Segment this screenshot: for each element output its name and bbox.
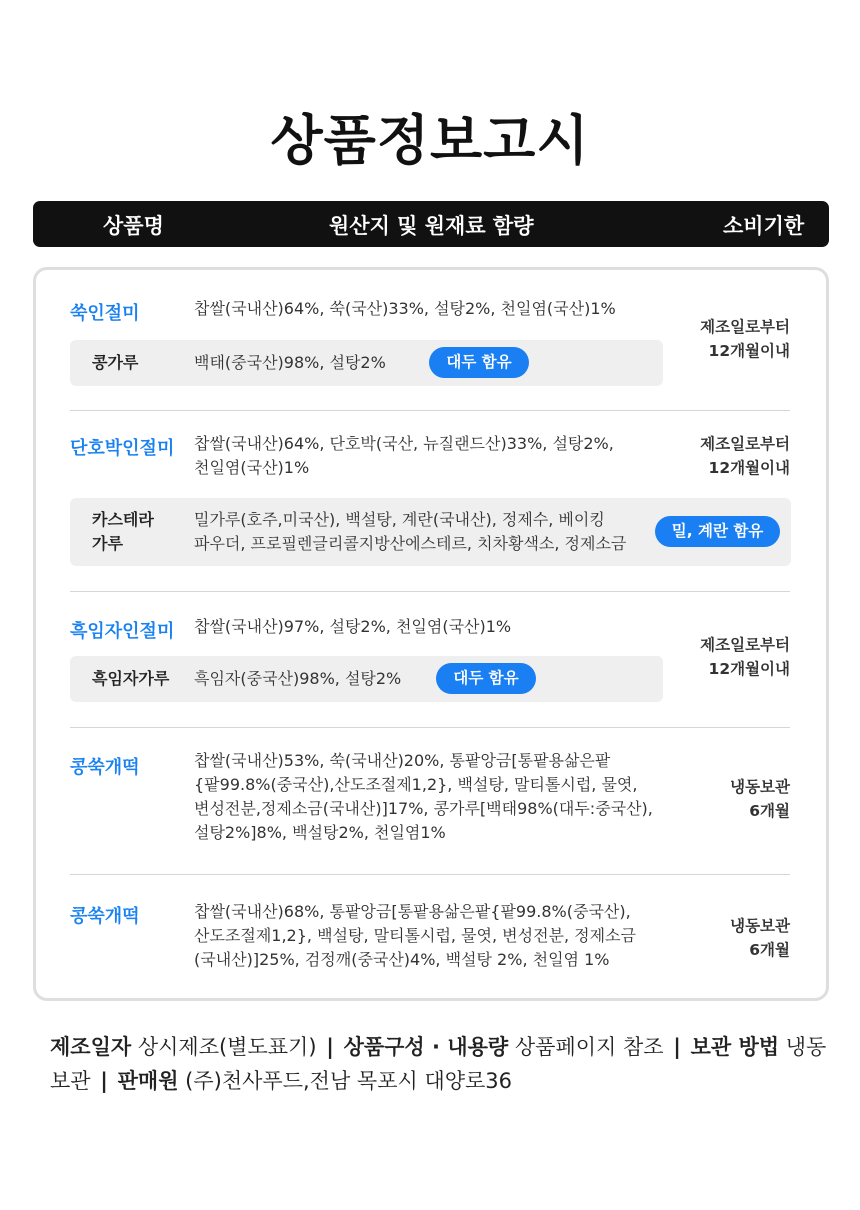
sub-ingredient-box xyxy=(70,656,663,702)
sub-ingredient-box xyxy=(70,340,663,386)
divider xyxy=(70,874,790,875)
storage-value: 냉동보관 xyxy=(50,1035,827,1093)
sub-ingredient-name xyxy=(92,508,154,556)
separator: | xyxy=(100,1069,108,1093)
mfg-label: 제조일자 xyxy=(50,1035,132,1059)
composition-value: 상품페이지 참조 xyxy=(514,1035,664,1059)
header-product-name: 상품명 xyxy=(103,214,164,238)
product-expiry xyxy=(700,315,790,363)
divider xyxy=(70,727,790,728)
divider xyxy=(70,410,790,411)
footer-info xyxy=(50,1030,830,1098)
expiry-line: 6개월 xyxy=(749,941,790,959)
sub-ingredient-name: 흑임자가루 xyxy=(92,669,170,688)
ingredient-line: 산도조절제1,2}, 백설탕, 말티톨시럽, 물엿, 변성전분, 정제소금 xyxy=(194,926,636,945)
expiry-line: 제조일로부터 xyxy=(700,636,790,654)
product-row xyxy=(70,613,790,713)
expiry-line: 제조일로부터 xyxy=(700,435,790,453)
expiry-line: 냉동보관 xyxy=(730,778,790,796)
expiry-line: 6개월 xyxy=(749,802,790,820)
allergen-badge: 밀, 계란 함유 xyxy=(655,516,780,547)
sub-ingredient-box xyxy=(70,498,791,566)
sub-ingredient-text xyxy=(194,508,626,556)
expiry-line: 12개월이내 xyxy=(708,459,790,477)
product-ingredients: 찹쌀(국내산)97%, 설탕2%, 천일염(국산)1% xyxy=(194,617,512,636)
product-name: 콩쑥개떡 xyxy=(70,757,140,778)
product-row xyxy=(70,898,790,988)
expiry-line: 냉동보관 xyxy=(730,917,790,935)
product-ingredients: 찹쌀(국내산)64%, 쑥(국산)33%, 설탕2%, 천일염(국산)1% xyxy=(194,299,616,318)
product-row xyxy=(70,295,790,395)
sub-ingredient-text: 흑임자(중국산)98%, 설탕2% xyxy=(194,669,402,688)
expiry-line: 제조일로부터 xyxy=(700,318,790,336)
ingredient-line: 변성전분,정제소금(국내산)]17%, 콩가루[백태98%(대두:중국산), xyxy=(194,799,653,818)
ingredient-line: {팥99.8%(중국산),산도조절제1,2}, 백설탕, 말티톨시럽, 물엿, xyxy=(194,775,638,794)
product-name: 콩쑥개떡 xyxy=(70,906,140,927)
product-expiry xyxy=(730,775,790,823)
product-expiry xyxy=(700,633,790,681)
table-header xyxy=(33,201,829,247)
ingredient-line: 설탕2%]8%, 백설탕2%, 천일염1% xyxy=(194,823,446,842)
product-row xyxy=(70,430,790,570)
sub-ingredient-text: 백태(중국산)98%, 설탕2% xyxy=(194,353,386,372)
header-origin: 원산지 및 원재료 함량 xyxy=(329,214,534,238)
product-ingredients xyxy=(194,749,653,845)
expiry-line: 12개월이내 xyxy=(708,660,790,678)
ingredient-line: 천일염(국산)1% xyxy=(194,458,310,477)
allergen-badge: 대두 함유 xyxy=(436,663,536,694)
sub-ingredient-name: 콩가루 xyxy=(92,353,139,372)
product-ingredients xyxy=(194,432,614,480)
separator: | xyxy=(673,1035,681,1059)
mfg-value: 상시제조(별도표기) xyxy=(137,1035,317,1059)
seller-label: 판매원 xyxy=(117,1069,179,1093)
separator: | xyxy=(326,1035,334,1059)
allergen-badge: 대두 함유 xyxy=(429,347,529,378)
product-ingredients xyxy=(194,900,636,972)
page-title: 상품정보고시 xyxy=(270,109,590,172)
product-name: 쑥인절미 xyxy=(70,303,140,324)
product-expiry xyxy=(700,432,790,480)
storage-label: 보관 방법 xyxy=(690,1035,780,1059)
composition-label: 상품구성 · 내용량 xyxy=(343,1035,509,1059)
sub-text-line: 밀가루(호주,미국산), 백설탕, 계란(국내산), 정제수, 베이킹 xyxy=(194,510,605,529)
product-expiry xyxy=(730,914,790,962)
header-expiry: 소비기한 xyxy=(723,214,805,238)
divider xyxy=(70,591,790,592)
expiry-line: 12개월이내 xyxy=(708,342,790,360)
seller-value: (주)천사푸드,전남 목포시 대양로36 xyxy=(185,1069,513,1093)
ingredient-line: (국내산)]25%, 검정깨(중국산)4%, 백설탕 2%, 천일염 1% xyxy=(194,950,610,969)
product-name: 흑임자인절미 xyxy=(70,621,175,642)
ingredient-line: 찹쌀(국내산)64%, 단호박(국산, 뉴질랜드산)33%, 설탕2%, xyxy=(194,434,614,453)
ingredient-line: 찹쌀(국내산)68%, 통팥앙금[통팥용삶은팥{팥99.8%(중국산), xyxy=(194,902,631,921)
ingredient-line: 찹쌀(국내산)53%, 쑥(국내산)20%, 통팥앙금[통팥용삶은팥 xyxy=(194,751,611,770)
sub-name-line: 가루 xyxy=(92,534,123,553)
sub-name-line: 카스테라 xyxy=(92,510,154,529)
product-row xyxy=(70,749,790,859)
product-name: 단호박인절미 xyxy=(70,438,175,459)
sub-text-line: 파우더, 프로필렌글리콜지방산에스테르, 치차황색소, 정제소금 xyxy=(194,534,627,553)
